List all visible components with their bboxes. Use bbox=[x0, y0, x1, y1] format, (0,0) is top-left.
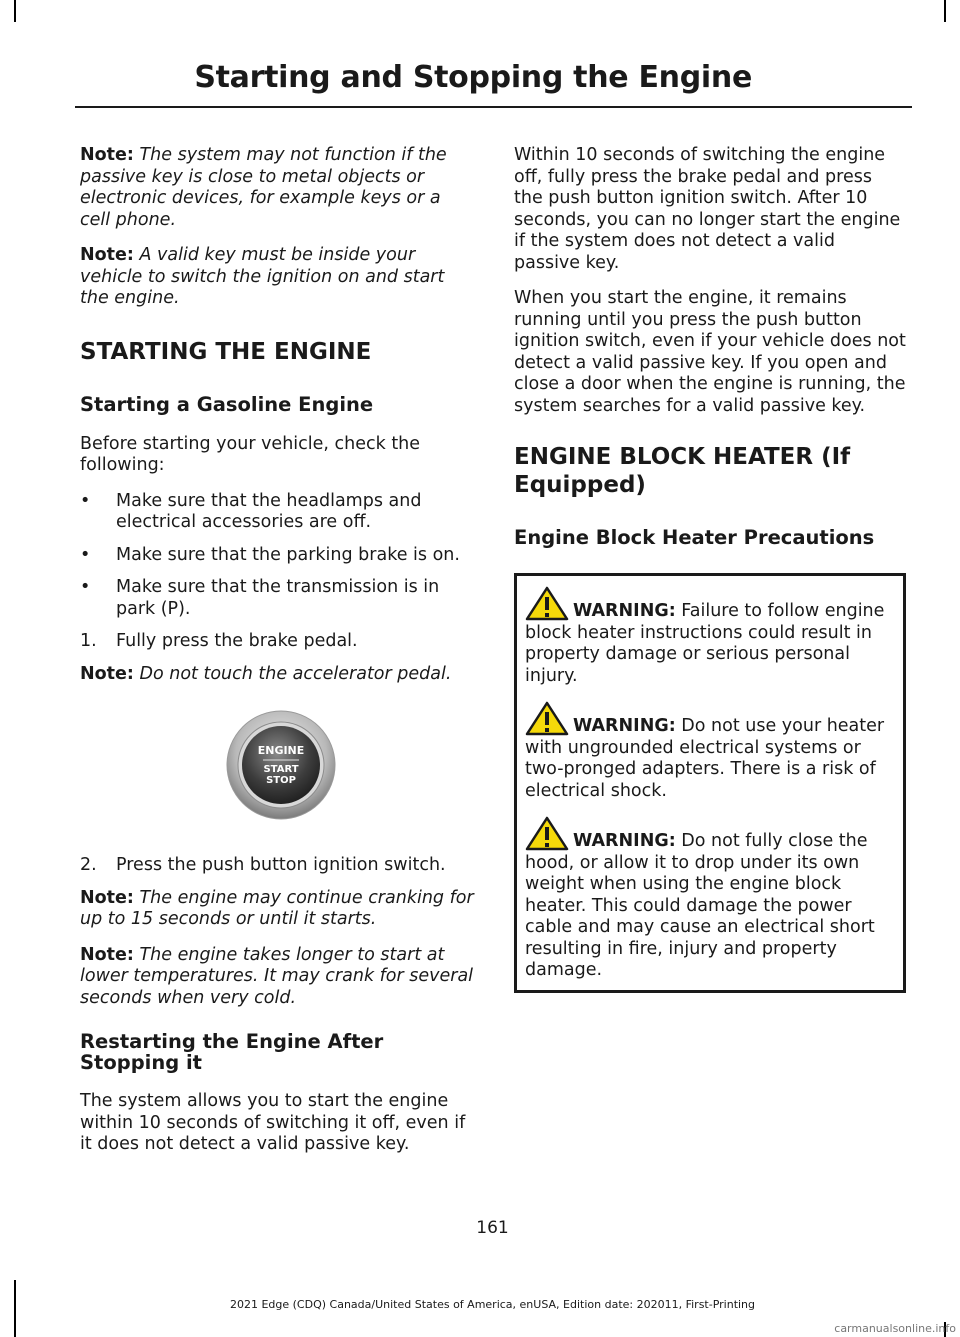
warning-text: Do not use your heater with ungrounded electrical systems or two-pronged adapters. There is a risk of electrical shock. bbox=[525, 716, 885, 801]
restart-paragraph: The system allows you to start the engine within 10 seconds of switching it off, even if it does not detect a valid passive key. bbox=[80, 1091, 466, 1154]
list-item-text: Make sure that the headlamps and electrical accessories are off. bbox=[116, 490, 422, 532]
warning-item bbox=[525, 816, 897, 982]
warning-item bbox=[525, 701, 897, 802]
warning-label: WARNING: bbox=[573, 831, 676, 851]
note bbox=[80, 888, 475, 931]
warning-box bbox=[514, 573, 906, 993]
step-item bbox=[80, 631, 475, 653]
bullet-marker: • bbox=[80, 490, 91, 511]
warning-triangle-icon bbox=[525, 701, 569, 737]
list-item bbox=[80, 491, 475, 534]
intro-paragraph: Before starting your vehicle, check the following: bbox=[80, 433, 421, 475]
list-item-text: Make sure that the transmission is in park (P). bbox=[116, 577, 440, 619]
bullet-marker: • bbox=[80, 577, 91, 597]
list-item bbox=[80, 577, 475, 620]
footer-edition-info: 2021 Edge (CDQ) Canada/United States of America, enUSA, Edition date: 202011, First-Printing bbox=[229, 1298, 756, 1311]
bullet-marker: • bbox=[80, 544, 91, 565]
page-number: 161 bbox=[476, 1218, 509, 1238]
paragraph: Within 10 seconds of switching the engine off, fully press the brake pedal and press the push button ignition switch. After 10 seconds, you can no longer start the engine if the system does not detect a valid passive key. bbox=[514, 145, 901, 273]
button-text-engine: ENGINE bbox=[257, 744, 305, 757]
warning-text: Do not fully close the hood, or allow it to drop under its own weight when using the engine block heater. This could damage the power cable and may cause an electrical short resulting in fire, injury and property damage. bbox=[525, 831, 875, 980]
button-text-start: START bbox=[263, 764, 299, 775]
note-label: Note: bbox=[80, 245, 134, 265]
left-column bbox=[80, 145, 475, 1170]
step-number: 2. bbox=[80, 855, 97, 875]
ignition-button-figure bbox=[80, 699, 475, 839]
ignition-button-image bbox=[225, 709, 337, 821]
subsection-heading: Starting a Gasoline Engine bbox=[80, 392, 374, 416]
step-item bbox=[80, 855, 475, 877]
right-column bbox=[514, 145, 906, 993]
step-text: Fully press the brake pedal. bbox=[116, 631, 358, 651]
warning-text: Failure to follow engine block heater instructions could result in property damage or serious personal injury. bbox=[525, 601, 885, 686]
note-label: Note: bbox=[80, 944, 134, 965]
step-number: 1. bbox=[80, 631, 97, 651]
page-title: Starting and Stopping the Engine bbox=[194, 60, 752, 95]
section-heading: ENGINE BLOCK HEATER (If Equipped) bbox=[514, 444, 851, 498]
note-text: The engine may continue cranking for up to 15 seconds or until it starts. bbox=[80, 887, 474, 929]
subsection-heading: Engine Block Heater Precautions bbox=[514, 526, 875, 549]
note bbox=[80, 945, 475, 1010]
step-text: Press the push button ignition switch. bbox=[116, 855, 446, 875]
warning-triangle-icon bbox=[525, 586, 569, 622]
warning-label: WARNING: bbox=[573, 716, 676, 736]
warning-item bbox=[525, 586, 897, 687]
button-text-stop: STOP bbox=[266, 775, 296, 786]
list-item-text: Make sure that the parking brake is on. bbox=[116, 544, 460, 565]
section-heading: STARTING THE ENGINE bbox=[80, 338, 372, 365]
note-text: Do not touch the accelerator pedal. bbox=[139, 663, 452, 684]
header-rule bbox=[75, 106, 912, 108]
note bbox=[80, 245, 475, 310]
note bbox=[80, 145, 475, 231]
subsection-heading: Restarting the Engine After Stopping it bbox=[80, 1030, 384, 1074]
paragraph: When you start the engine, it remains running until you press the push button ignition switch, even if your vehicle does not detect a valid passive key. If you open and close a door when the engine is running, the system searches for a valid passive key. bbox=[514, 288, 906, 416]
note-label: Note: bbox=[80, 145, 134, 165]
note bbox=[80, 664, 475, 686]
warning-label: WARNING: bbox=[573, 601, 676, 621]
warning-triangle-icon bbox=[525, 816, 569, 852]
note-text: The engine takes longer to start at lower temperatures. It may crank for several seconds when very cold. bbox=[80, 944, 474, 1008]
note-label: Note: bbox=[80, 663, 134, 684]
crop-mark bbox=[944, 0, 946, 22]
note-label: Note: bbox=[80, 887, 134, 908]
crop-mark bbox=[14, 0, 16, 22]
note-text: A valid key must be inside your vehicle to switch the ignition on and start the engine. bbox=[80, 245, 445, 308]
watermark: carmanualsonline.info bbox=[834, 1322, 956, 1335]
list-item bbox=[80, 545, 475, 567]
note-text: The system may not function if the passive key is close to metal objects or electronic devices, for example keys or a cell phone. bbox=[80, 145, 447, 230]
